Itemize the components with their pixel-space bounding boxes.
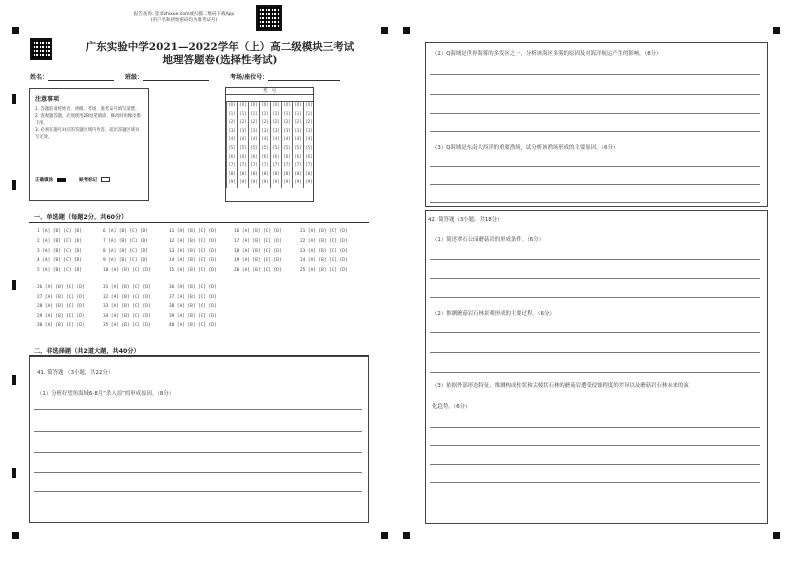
choice-question-2[interactable]: 2 [A] [B] [C] [D]: [37, 238, 82, 244]
sheet-qr-code: [30, 38, 52, 60]
digit-bubble[interactable]: [9]: [228, 180, 236, 186]
digit-bubble[interactable]: [2]: [228, 120, 236, 126]
choice-question-16[interactable]: 16 [A] [B] [C] [D]: [234, 229, 282, 234]
digit-bubble[interactable]: [7]: [305, 163, 313, 169]
digit-bubble[interactable]: [0]: [305, 103, 313, 108]
digit-bubble[interactable]: [5]: [261, 145, 269, 151]
digit-bubble[interactable]: [4]: [283, 137, 291, 143]
q41-sub2: （2）Q海域是世界海雾的多发区之一，分析该海区多雾的原因及对海洋航运产生的影响。（8分）: [432, 51, 662, 57]
class-field[interactable]: 班级：: [125, 72, 209, 81]
digit-bubble[interactable]: [8]: [239, 171, 247, 177]
answer-line[interactable]: [430, 278, 760, 279]
digit-bubble[interactable]: [4]: [239, 137, 247, 143]
section-single-choice-title: 一、单选题（每题2分，共60分）: [34, 214, 128, 221]
digit-bubble[interactable]: [7]: [272, 163, 280, 169]
digit-bubble[interactable]: [4]: [261, 137, 269, 143]
choice-question-24[interactable]: 24 [A] [B] [C] [D]: [300, 258, 348, 264]
notice-title: 注意事项: [35, 96, 60, 103]
answer-line[interactable]: [430, 372, 760, 373]
q42-sub2: （2）推测蘑菇岩石林景观形成的主要过程。（6分）: [432, 311, 555, 317]
digit-bubble[interactable]: [3]: [261, 128, 269, 134]
choice-question-17[interactable]: 17 [A] [B] [C] [D]: [234, 238, 282, 244]
exam-number-column[interactable]: [281, 102, 292, 188]
digit-bubble[interactable]: [1]: [250, 111, 258, 117]
digit-bubble[interactable]: [9]: [239, 180, 247, 186]
digit-bubble[interactable]: [0]: [294, 103, 302, 108]
choice-question-34[interactable]: 34 [A] [B] [C] [D]: [103, 313, 151, 319]
corner-mark-br: [773, 532, 780, 539]
report-note: 报告查询: 登录zhixue.com或扫描二维码下载App (用户名和初始密码均为准考证号): [133, 12, 235, 23]
exam-number-column[interactable]: [292, 102, 303, 188]
digit-bubble[interactable]: [4]: [294, 137, 302, 143]
digit-bubble[interactable]: [6]: [250, 154, 258, 160]
digit-bubble[interactable]: [0]: [283, 103, 291, 108]
choice-question-19[interactable]: 19 [A] [B] [C] [D]: [234, 258, 282, 264]
choice-question-22[interactable]: 22 [A] [B] [C] [D]: [300, 238, 348, 244]
digit-bubble[interactable]: [7]: [239, 163, 247, 169]
fill-sample: 正确填涂 缺考标记: [35, 177, 110, 183]
answer-line[interactable]: [430, 131, 760, 132]
digit-bubble[interactable]: [2]: [250, 120, 258, 126]
answer-line[interactable]: [430, 202, 760, 203]
exam-number-column[interactable]: [226, 102, 237, 188]
exam-number-grid[interactable]: [225, 87, 314, 202]
corner-mark-bl: [12, 532, 19, 539]
exam-number-column[interactable]: [259, 102, 270, 188]
digit-bubble[interactable]: [5]: [272, 145, 280, 151]
q42-sub3: （3）依据外部形态特征，推测构成柱状和尖棱状石林的蘑菇岩遭受侵蚀程度的差异以及蘑菇岩石林未来的演: [432, 383, 689, 389]
answer-line[interactable]: [430, 166, 760, 167]
answer-line[interactable]: [430, 427, 760, 428]
choice-question-38[interactable]: 38 [A] [B] [C] [D]: [169, 304, 217, 309]
choice-question-39[interactable]: 39 [A] [B] [C] [D]: [169, 313, 217, 319]
choice-question-11[interactable]: 11 [A] [B] [C] [D]: [169, 229, 217, 234]
side-mark: [12, 280, 16, 290]
answer-line[interactable]: [430, 482, 760, 483]
digit-bubble[interactable]: [2]: [261, 120, 269, 126]
exam-number-column[interactable]: [237, 102, 248, 188]
digit-bubble[interactable]: [6]: [239, 154, 247, 160]
digit-bubble[interactable]: [7]: [283, 163, 291, 169]
side-mark: [12, 468, 16, 478]
digit-bubble[interactable]: [5]: [283, 145, 291, 151]
digit-bubble[interactable]: [8]: [283, 171, 291, 177]
digit-bubble[interactable]: [6]: [283, 154, 291, 160]
answer-line[interactable]: [430, 74, 760, 75]
answer-line[interactable]: [430, 464, 760, 465]
q41-answer-box: [29, 356, 369, 523]
corner-mark-tr: [773, 27, 780, 34]
choice-question-6[interactable]: 6 [A] [B] [C] [D]: [103, 229, 148, 234]
choice-question-7[interactable]: 7 [A] [B] [C] [D]: [103, 238, 148, 244]
q41-sub3: （3）Q海域是东南大西洋的重要渔场，试分析该渔场形成的主要原因。（6分）: [432, 145, 619, 151]
corner-mark-mt2: [403, 27, 410, 34]
choice-question-20[interactable]: 20 [A] [B] [C] [D]: [234, 268, 282, 274]
digit-bubble[interactable]: [3]: [250, 128, 258, 134]
digit-bubble[interactable]: [2]: [272, 120, 280, 126]
q41-continued-box: [425, 42, 768, 207]
digit-bubble[interactable]: [7]: [294, 163, 302, 169]
digit-bubble[interactable]: [5]: [228, 145, 236, 151]
digit-bubble[interactable]: [9]: [250, 180, 258, 186]
digit-bubble[interactable]: [0]: [239, 103, 247, 108]
digit-bubble[interactable]: [4]: [250, 137, 258, 143]
digit-bubble[interactable]: [8]: [294, 171, 302, 177]
exam-number-title: 考 号: [226, 88, 313, 95]
choice-question-21[interactable]: 21 [A] [B] [C] [D]: [300, 229, 348, 234]
q42-answer-box: [425, 210, 768, 524]
digit-bubble[interactable]: [2]: [239, 120, 247, 126]
digit-bubble[interactable]: [3]: [283, 128, 291, 134]
digit-bubble[interactable]: [5]: [239, 145, 247, 151]
choice-question-12[interactable]: 12 [A] [B] [C] [D]: [169, 238, 217, 244]
digit-bubble[interactable]: [6]: [261, 154, 269, 160]
digit-bubble[interactable]: [9]: [283, 180, 291, 186]
choice-question-32[interactable]: 32 [A] [B] [C] [D]: [103, 294, 151, 300]
digit-bubble[interactable]: [8]: [228, 171, 236, 177]
digit-bubble[interactable]: [6]: [294, 154, 302, 160]
q42-sub1: （1）简述翠石公园蘑菇岩的形成条件。（6分）: [432, 237, 544, 243]
answer-line[interactable]: [34, 431, 362, 432]
digit-bubble[interactable]: [1]: [261, 111, 269, 117]
digit-bubble[interactable]: [5]: [294, 145, 302, 151]
answer-line[interactable]: [34, 491, 362, 492]
choice-question-31[interactable]: 31 [A] [B] [C] [D]: [103, 285, 151, 290]
digit-bubble[interactable]: [0]: [261, 103, 269, 108]
digit-bubble[interactable]: [0]: [272, 103, 280, 108]
choice-question-36[interactable]: 36 [A] [B] [C] [D]: [169, 285, 217, 290]
digit-bubble[interactable]: [3]: [272, 128, 280, 134]
digit-bubble[interactable]: [1]: [228, 111, 236, 117]
digit-bubble[interactable]: [1]: [239, 111, 247, 117]
digit-bubble[interactable]: [6]: [272, 154, 280, 160]
side-mark: [12, 180, 16, 190]
choice-question-30[interactable]: 30 [A] [B] [C] [D]: [37, 323, 85, 328]
digit-bubble[interactable]: [9]: [294, 180, 302, 186]
q42-sub3-cont: 化趋势。（6分）: [432, 404, 471, 410]
digit-bubble[interactable]: [5]: [250, 145, 258, 151]
choice-question-37[interactable]: 37 [A] [B] [C] [D]: [169, 294, 217, 300]
choice-question-25[interactable]: 25 [A] [B] [C] [D]: [300, 268, 348, 274]
digit-bubble[interactable]: [3]: [228, 128, 236, 134]
digit-bubble[interactable]: [1]: [272, 111, 280, 117]
corner-mark-tl: [12, 27, 19, 34]
digit-bubble[interactable]: [7]: [261, 163, 269, 169]
choice-question-29[interactable]: 29 [A] [B] [C] [D]: [37, 313, 85, 319]
choice-question-13[interactable]: 13 [A] [B] [C] [D]: [169, 248, 217, 254]
room-seat-field[interactable]: 考场/座位号：: [230, 72, 340, 81]
exam-subtitle: 地理答题卷(选择性考试): [162, 54, 278, 66]
digit-bubble[interactable]: [2]: [305, 120, 313, 126]
choice-question-33[interactable]: 33 [A] [B] [C] [D]: [103, 304, 151, 309]
digit-bubble[interactable]: [3]: [239, 128, 247, 134]
choice-question-28[interactable]: 28 [A] [B] [C] [D]: [37, 304, 85, 309]
answer-line[interactable]: [430, 297, 760, 298]
digit-bubble[interactable]: [8]: [261, 171, 269, 177]
digit-bubble[interactable]: [3]: [294, 128, 302, 134]
answer-line[interactable]: [430, 94, 760, 95]
section-rule: [29, 222, 369, 223]
corner-mark-mt: [381, 27, 388, 34]
q42-header: 42. 简答题（3小题，共18分）: [428, 217, 503, 223]
digit-bubble[interactable]: [6]: [228, 154, 236, 160]
choice-question-26[interactable]: 26 [A] [B] [C] [D]: [37, 285, 85, 290]
digit-bubble[interactable]: [2]: [294, 120, 302, 126]
digit-bubble[interactable]: [7]: [228, 163, 236, 169]
answer-line[interactable]: [430, 113, 760, 114]
choice-question-27[interactable]: 27 [A] [B] [C] [D]: [37, 294, 85, 300]
digit-bubble[interactable]: [4]: [228, 137, 236, 143]
digit-bubble[interactable]: [1]: [294, 111, 302, 117]
digit-bubble[interactable]: [7]: [250, 163, 258, 169]
answer-line[interactable]: [430, 332, 760, 333]
q41-sub1: （1）分析好望角海域6-8月“杀人浪”的形成原因。（8分）: [37, 391, 175, 397]
notice-item: 3. 必须在题号对应的答题区域内作答，超出答题区域书写无效。: [35, 128, 140, 140]
digit-bubble[interactable]: [2]: [283, 120, 291, 126]
answer-line[interactable]: [34, 409, 362, 410]
digit-bubble[interactable]: [8]: [272, 171, 280, 177]
choice-question-15[interactable]: 15 [A] [B] [C] [D]: [169, 268, 217, 274]
choice-question-18[interactable]: 18 [A] [B] [C] [D]: [234, 248, 282, 254]
digit-bubble[interactable]: [3]: [305, 128, 313, 134]
answer-line[interactable]: [430, 259, 760, 260]
choice-question-8[interactable]: 8 [A] [B] [C] [D]: [103, 248, 148, 254]
choice-question-35[interactable]: 35 [A] [B] [C] [D]: [103, 323, 151, 328]
choice-question-23[interactable]: 23 [A] [B] [C] [D]: [300, 248, 348, 254]
digit-bubble[interactable]: [0]: [228, 103, 236, 108]
digit-bubble[interactable]: [9]: [261, 180, 269, 186]
corner-mark-ml: [381, 532, 388, 539]
exam-title: 广东实验中学2021—2022学年（上）高二级模块三考试: [85, 41, 355, 53]
answer-line[interactable]: [430, 352, 760, 353]
choice-question-5[interactable]: 5 [A] [B] [C] [D]: [37, 268, 82, 274]
exam-number-column[interactable]: [270, 102, 281, 188]
digit-bubble[interactable]: [6]: [305, 154, 313, 160]
side-mark: [12, 94, 16, 104]
answer-line[interactable]: [34, 472, 362, 473]
answer-line[interactable]: [34, 452, 362, 453]
digit-bubble[interactable]: [1]: [305, 111, 313, 117]
digit-bubble[interactable]: [8]: [305, 171, 313, 177]
notice-item: 2. 客观题答题，必须使用2B铅笔填涂，修改时用橡皮擦干净。: [35, 114, 141, 126]
choice-question-14[interactable]: 14 [A] [B] [C] [D]: [169, 258, 217, 264]
choice-question-4[interactable]: 4 [A] [B] [C] [D]: [37, 258, 82, 264]
exam-number-column[interactable]: [303, 102, 314, 188]
digit-bubble[interactable]: [8]: [250, 171, 258, 177]
digit-bubble[interactable]: [0]: [250, 103, 258, 108]
digit-bubble[interactable]: [9]: [305, 180, 313, 186]
answer-line[interactable]: [430, 445, 760, 446]
digit-bubble[interactable]: [4]: [305, 137, 313, 143]
q41-header: 41. 简答题 （3小题，共22分）: [37, 370, 114, 376]
side-mark: [12, 375, 16, 385]
choice-question-40[interactable]: 40 [A] [B] [C] [D]: [169, 323, 217, 328]
notice-box: [29, 88, 149, 201]
notice-item: 1. 答题前请将姓名、班级、考场、准考证号填写清楚。: [35, 107, 140, 112]
digit-bubble[interactable]: [4]: [272, 137, 280, 143]
name-field[interactable]: 姓名：: [30, 72, 114, 81]
corner-mark-mr: [403, 532, 410, 539]
digit-bubble[interactable]: [9]: [272, 180, 280, 186]
app-qr-code: [256, 5, 282, 31]
choice-question-9[interactable]: 9 [A] [B] [C] [D]: [103, 258, 148, 264]
digit-bubble[interactable]: [5]: [305, 145, 313, 151]
digit-bubble[interactable]: [1]: [283, 111, 291, 117]
answer-line[interactable]: [430, 184, 760, 185]
section-free-response-title: 二、非选择题（共2道大题，共40分）: [34, 348, 140, 355]
choice-question-1[interactable]: 1 [A] [B] [C] [D]: [37, 229, 82, 234]
choice-question-3[interactable]: 3 [A] [B] [C] [D]: [37, 248, 82, 254]
choice-question-10[interactable]: 10 [A] [B] [C] [D]: [103, 268, 151, 274]
exam-number-column[interactable]: [248, 102, 259, 188]
